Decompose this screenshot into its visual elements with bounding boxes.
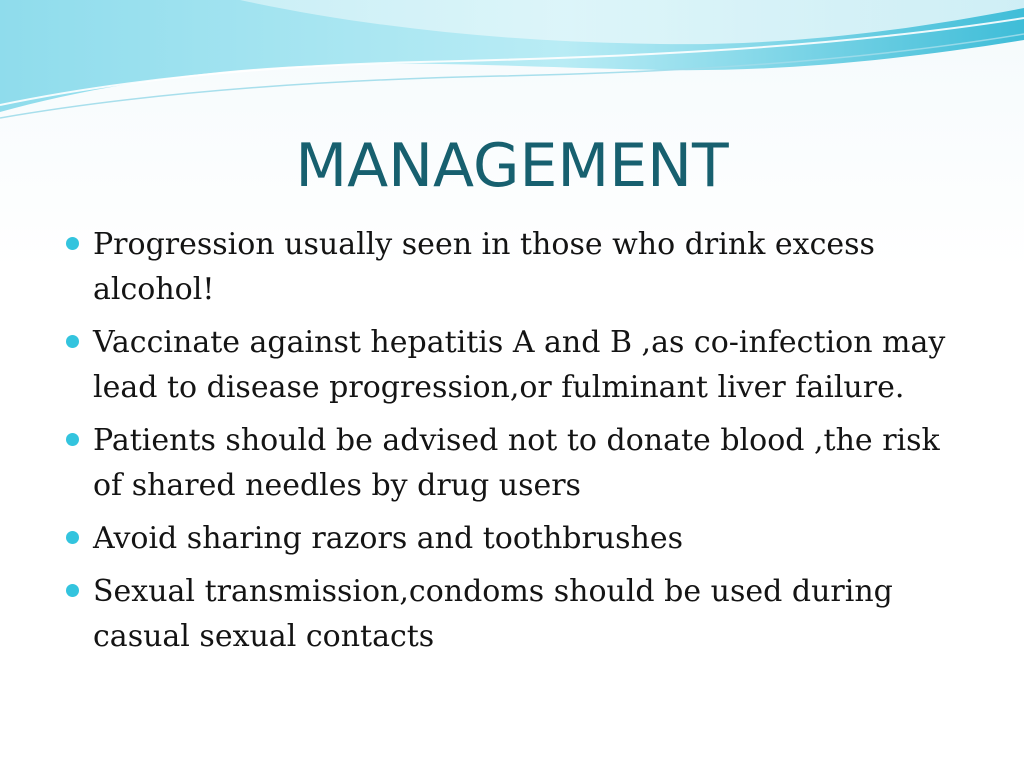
bullet-item [62,516,962,561]
bullet-marker-icon [66,531,79,544]
bullet-item [62,222,962,312]
bullet-text: Avoid sharing razors and toothbrushes [93,521,683,556]
bullet-item [62,569,962,659]
bullet-marker-icon [66,433,79,446]
bullet-text: Sexual transmission,condoms should be used during casual sexual contacts [93,574,893,654]
bullet-list [62,222,962,667]
bullet-marker-icon [66,335,79,348]
bullet-text: Patients should be advised not to donate blood ,the risk of shared needles by drug users [93,423,940,503]
bullet-item [62,418,962,508]
bullet-marker-icon [66,237,79,250]
header-wave-decoration [0,0,1024,130]
bullet-text: Vaccinate against hepatitis A and B ,as co-infection may lead to disease progression,or fulminant liver failure. [93,325,946,405]
bullet-marker-icon [66,584,79,597]
slide-title: MANAGEMENT [295,131,729,201]
bullet-text: Progression usually seen in those who drink excess alcohol! [93,227,875,307]
bullet-item [62,320,962,410]
